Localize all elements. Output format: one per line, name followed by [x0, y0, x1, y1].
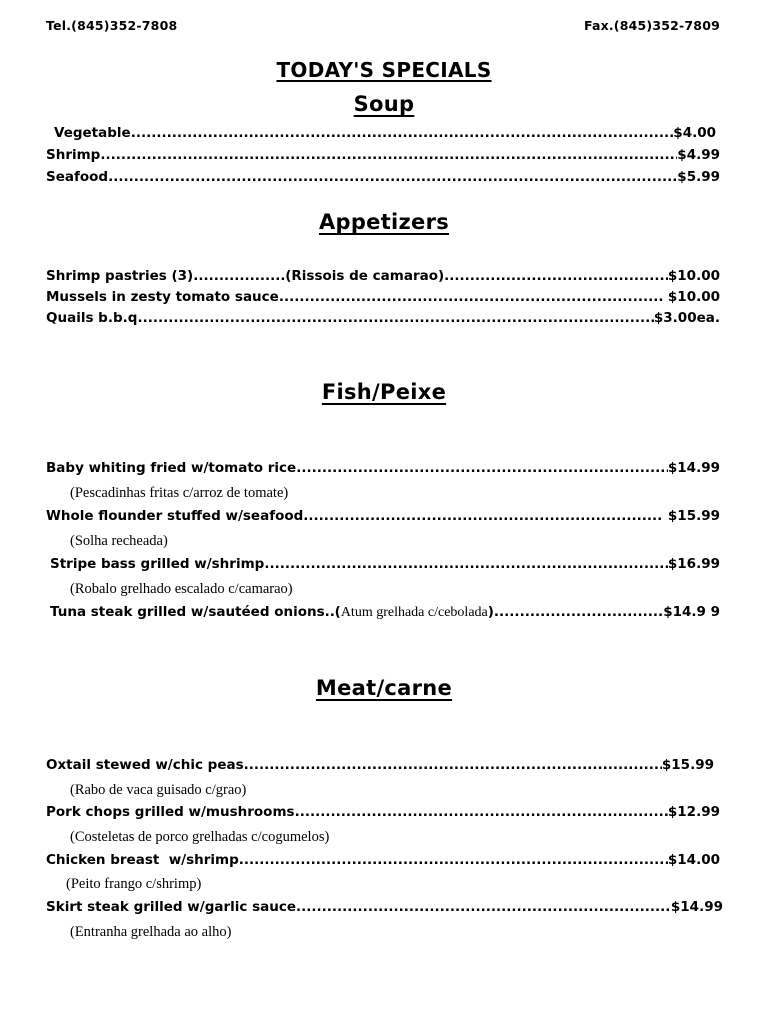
section-heading-meat: Meat/carne — [315, 676, 453, 700]
dot-leader — [494, 604, 663, 620]
item-price: $14.99 — [670, 899, 723, 915]
menu-item-chicken-breast — [46, 852, 720, 872]
dot-leader — [108, 169, 677, 185]
paren-close: ) — [487, 604, 494, 620]
menu-item-pork-chops — [46, 804, 720, 824]
item-name: Quails b.b.q — [46, 310, 138, 326]
dot-leader — [239, 852, 668, 868]
item-name: Shrimp — [46, 147, 101, 163]
section-heading-fish: Fish/Peixe — [321, 380, 447, 404]
item-price: $10.00 — [667, 268, 720, 284]
menu-item-tuna-steak — [50, 604, 720, 624]
item-portuguese-name — [335, 604, 494, 621]
dot-leader — [296, 899, 671, 915]
section-heading-appetizers: Appetizers — [318, 210, 450, 234]
menu-item-skirt-steak — [46, 899, 723, 919]
item-price: $14.00 — [667, 852, 720, 868]
item-name: Skirt steak grilled w/garlic sauce — [46, 899, 297, 915]
item-translation: (Entranha grelhada ao alho) — [70, 924, 232, 940]
item-price: $15.99 — [663, 508, 720, 524]
item-name: Oxtail stewed w/chic peas — [46, 757, 244, 773]
dot-leader — [279, 289, 663, 305]
dot-leader — [303, 508, 663, 524]
page-title: TODAY'S SPECIALS — [276, 58, 492, 82]
dot-leader — [131, 125, 674, 141]
dot-leader — [264, 556, 668, 572]
paren-open: ( — [334, 604, 341, 620]
fax-number: Fax.(845)352-7809 — [583, 18, 720, 33]
menu-item-mussels — [46, 289, 720, 309]
item-price: $4.99 — [677, 147, 720, 163]
item-name: Mussels in zesty tomato sauce — [46, 289, 279, 305]
dot-leader — [325, 604, 335, 620]
menu-item-shrimp-pastries — [46, 268, 720, 288]
item-name: Baby whiting fried w/tomato rice — [46, 460, 297, 476]
item-price: $14.9 9 — [663, 604, 720, 620]
menu-item-baby-whiting — [46, 460, 720, 480]
item-name: Tuna steak grilled w/sautéed onions — [50, 604, 325, 620]
menu-item-whole-flounder — [46, 508, 720, 528]
portuguese-text: Atum grelhada c/cebolada — [340, 605, 488, 620]
item-portuguese-name: (Rissois de camarao) — [285, 268, 445, 284]
menu-item-shrimp-soup — [46, 147, 720, 167]
menu-item-seafood-soup — [46, 169, 720, 189]
item-translation: (Solha recheada) — [70, 533, 168, 549]
menu-item-stripe-bass — [50, 556, 720, 576]
item-name: Shrimp pastries (3) — [46, 268, 194, 284]
dot-leader — [100, 147, 677, 163]
dot-leader — [296, 460, 668, 476]
item-price: $10.00 — [663, 289, 720, 305]
dot-leader — [444, 268, 668, 284]
item-name: Pork chops grilled w/mushrooms — [46, 804, 295, 820]
item-price: $15.99 — [661, 757, 714, 773]
item-price: $14.99 — [667, 460, 720, 476]
item-translation: (Costeletas de porco grelhadas c/cogumelos) — [70, 829, 330, 845]
item-name: Vegetable — [54, 125, 131, 141]
item-name: Chicken breast w/shrimp — [46, 852, 239, 868]
menu-item-quails — [46, 310, 720, 330]
dot-leader — [295, 804, 668, 820]
item-name: Stripe bass grilled w/shrimp — [50, 556, 265, 572]
section-heading-soup: Soup — [353, 92, 415, 116]
item-translation: (Peito frango c/shrimp) — [66, 876, 202, 892]
item-price: $4.00 — [673, 125, 716, 141]
menu-item-oxtail — [46, 757, 714, 777]
telephone-number: Tel.(845)352-7808 — [46, 18, 178, 33]
item-price: $16.99 — [667, 556, 720, 572]
dot-leader — [137, 310, 653, 326]
menu-item-vegetable-soup — [54, 125, 716, 145]
item-price: $12.99 — [667, 804, 720, 820]
item-price: $3.00ea. — [653, 310, 720, 326]
dot-leader — [244, 757, 662, 773]
dot-leader — [193, 268, 285, 284]
item-name: Whole flounder stuffed w/seafood — [46, 508, 304, 524]
item-translation: (Robalo grelhado escalado c/camarao) — [70, 581, 293, 597]
item-translation: (Rabo de vaca guisado c/grao) — [70, 782, 247, 798]
item-name: Seafood — [46, 169, 109, 185]
item-price: $5.99 — [677, 169, 720, 185]
item-translation: (Pescadinhas fritas c/arroz de tomate) — [70, 485, 289, 501]
